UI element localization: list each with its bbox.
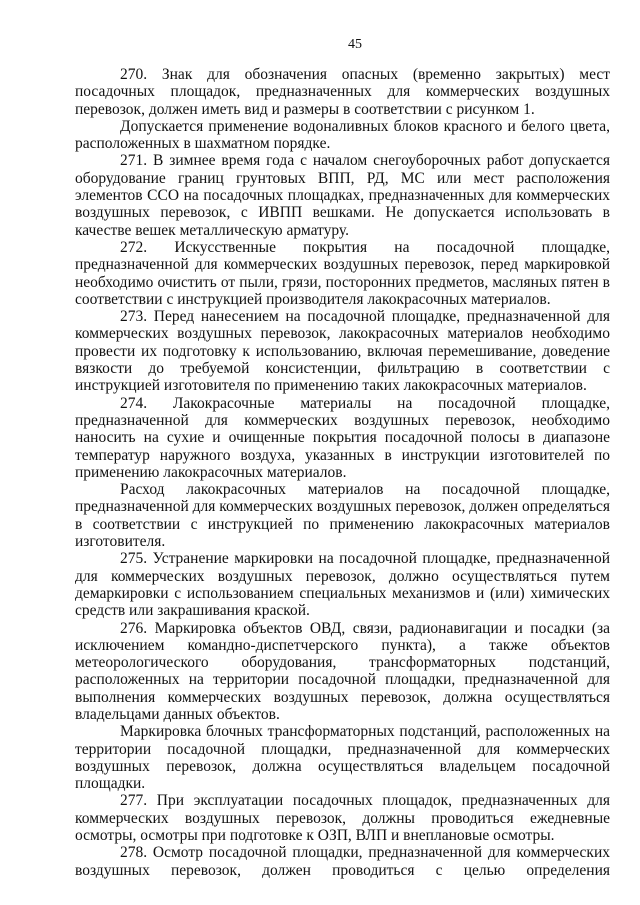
paragraph-270: 270. Знак для обозначения опасных (временно закрытых) мест посадочных площадок, предназначенных для коммерческих воздушных перевозок, должен иметь вид и размеры в соответствии с рисунком 1. (75, 66, 610, 118)
paragraph-278: 278. Осмотр посадочной площадки, предназначенной для коммерческих воздушных перевозок, должен проводиться с целью определения (75, 844, 610, 879)
paragraph-274: 274. Лакокрасочные материалы на посадочной площадке, предназначенной для коммерческих воздушных перевозок, необходимо наносить на сухие и очищенные покрытия посадочной полосы в диапазоне температур наружного воздуха, указанных в инструкции изготовителей по применению лакокрасочных материалов. (75, 394, 610, 481)
paragraph-276-substations: Маркировка блочных трансформаторных подстанций, расположенных на территории посадочной площадки, предназначенной для коммерческих воздушных перевозок, должна осуществляться владельцем посадочной площадки. (75, 723, 610, 793)
paragraph-273: 273. Перед нанесением на посадочной площадке, предназначенной для коммерческих воздушных перевозок, лакокрасочных материалов необходимо провести их подготовку к использованию, включая перемешивание, доведение вязкости до требуемой консистенции, фильтрацию в соответствии с инструкцией изготовителя по применению таких лакокрасочных материалов. (75, 308, 610, 395)
paragraph-277: 277. При эксплуатации посадочных площадок, предназначенных для коммерческих воздушных перевозок, должны проводиться ежедневные осмотры, осмотры при подготовке к ОЗП, ВЛП и внеплановые осмотры. (75, 792, 610, 845)
paragraph-270-note: Допускается применение водоналивных блоков красного и белого цвета, расположенных в шахматном порядке. (75, 117, 610, 153)
paragraph-275: 275. Устранение маркировки на посадочной площадке, предназначенной для коммерческих воздушных перевозок, должно осуществляться путем демаркировки с использованием специальных механизмов и (или) химических средств или закрашивания краской. (75, 550, 610, 620)
document-body (75, 66, 610, 879)
paragraph-276: 276. Маркировка объектов ОВД, связи, радионавигации и посадки (за исключением командно-диспетчерского пункта), а также объектов метеорологического оборудования, трансформаторных подстанций, расположенных на территории посадочной площадки, предназначенной для выполнения коммерческих воздушных перевозок, должна осуществляться владельцами данных объектов. (75, 619, 610, 723)
paragraph-274-consumption: Расход лакокрасочных материалов на посадочной площадке, предназначенной для коммерческих воздушных перевозок, должен определяться в соответствии с инструкцией по применению лакокрасочных материалов изготовителя. (75, 481, 610, 551)
page-number: 45 (348, 37, 362, 52)
paragraph-272: 272. Искусственные покрытия на посадочной площадке, предназначенной для коммерческих воздушных перевозок, перед маркировкой необходимо очистить от пыли, грязи, посторонних предметов, масляных пятен в соответствии с инструкцией производителя лакокрасочных материалов. (75, 238, 610, 308)
paragraph-271: 271. В зимнее время года с началом снегоуборочных работ допускается оборудование границ грунтовых ВПП, РД, МС или мест расположения элементов ССО на посадочных площадках, предназначенных для коммерческих воздушных перевозок, с ИВПП вешками. Не допускается использовать в качестве вешек металлическую арматуру. (75, 152, 610, 239)
